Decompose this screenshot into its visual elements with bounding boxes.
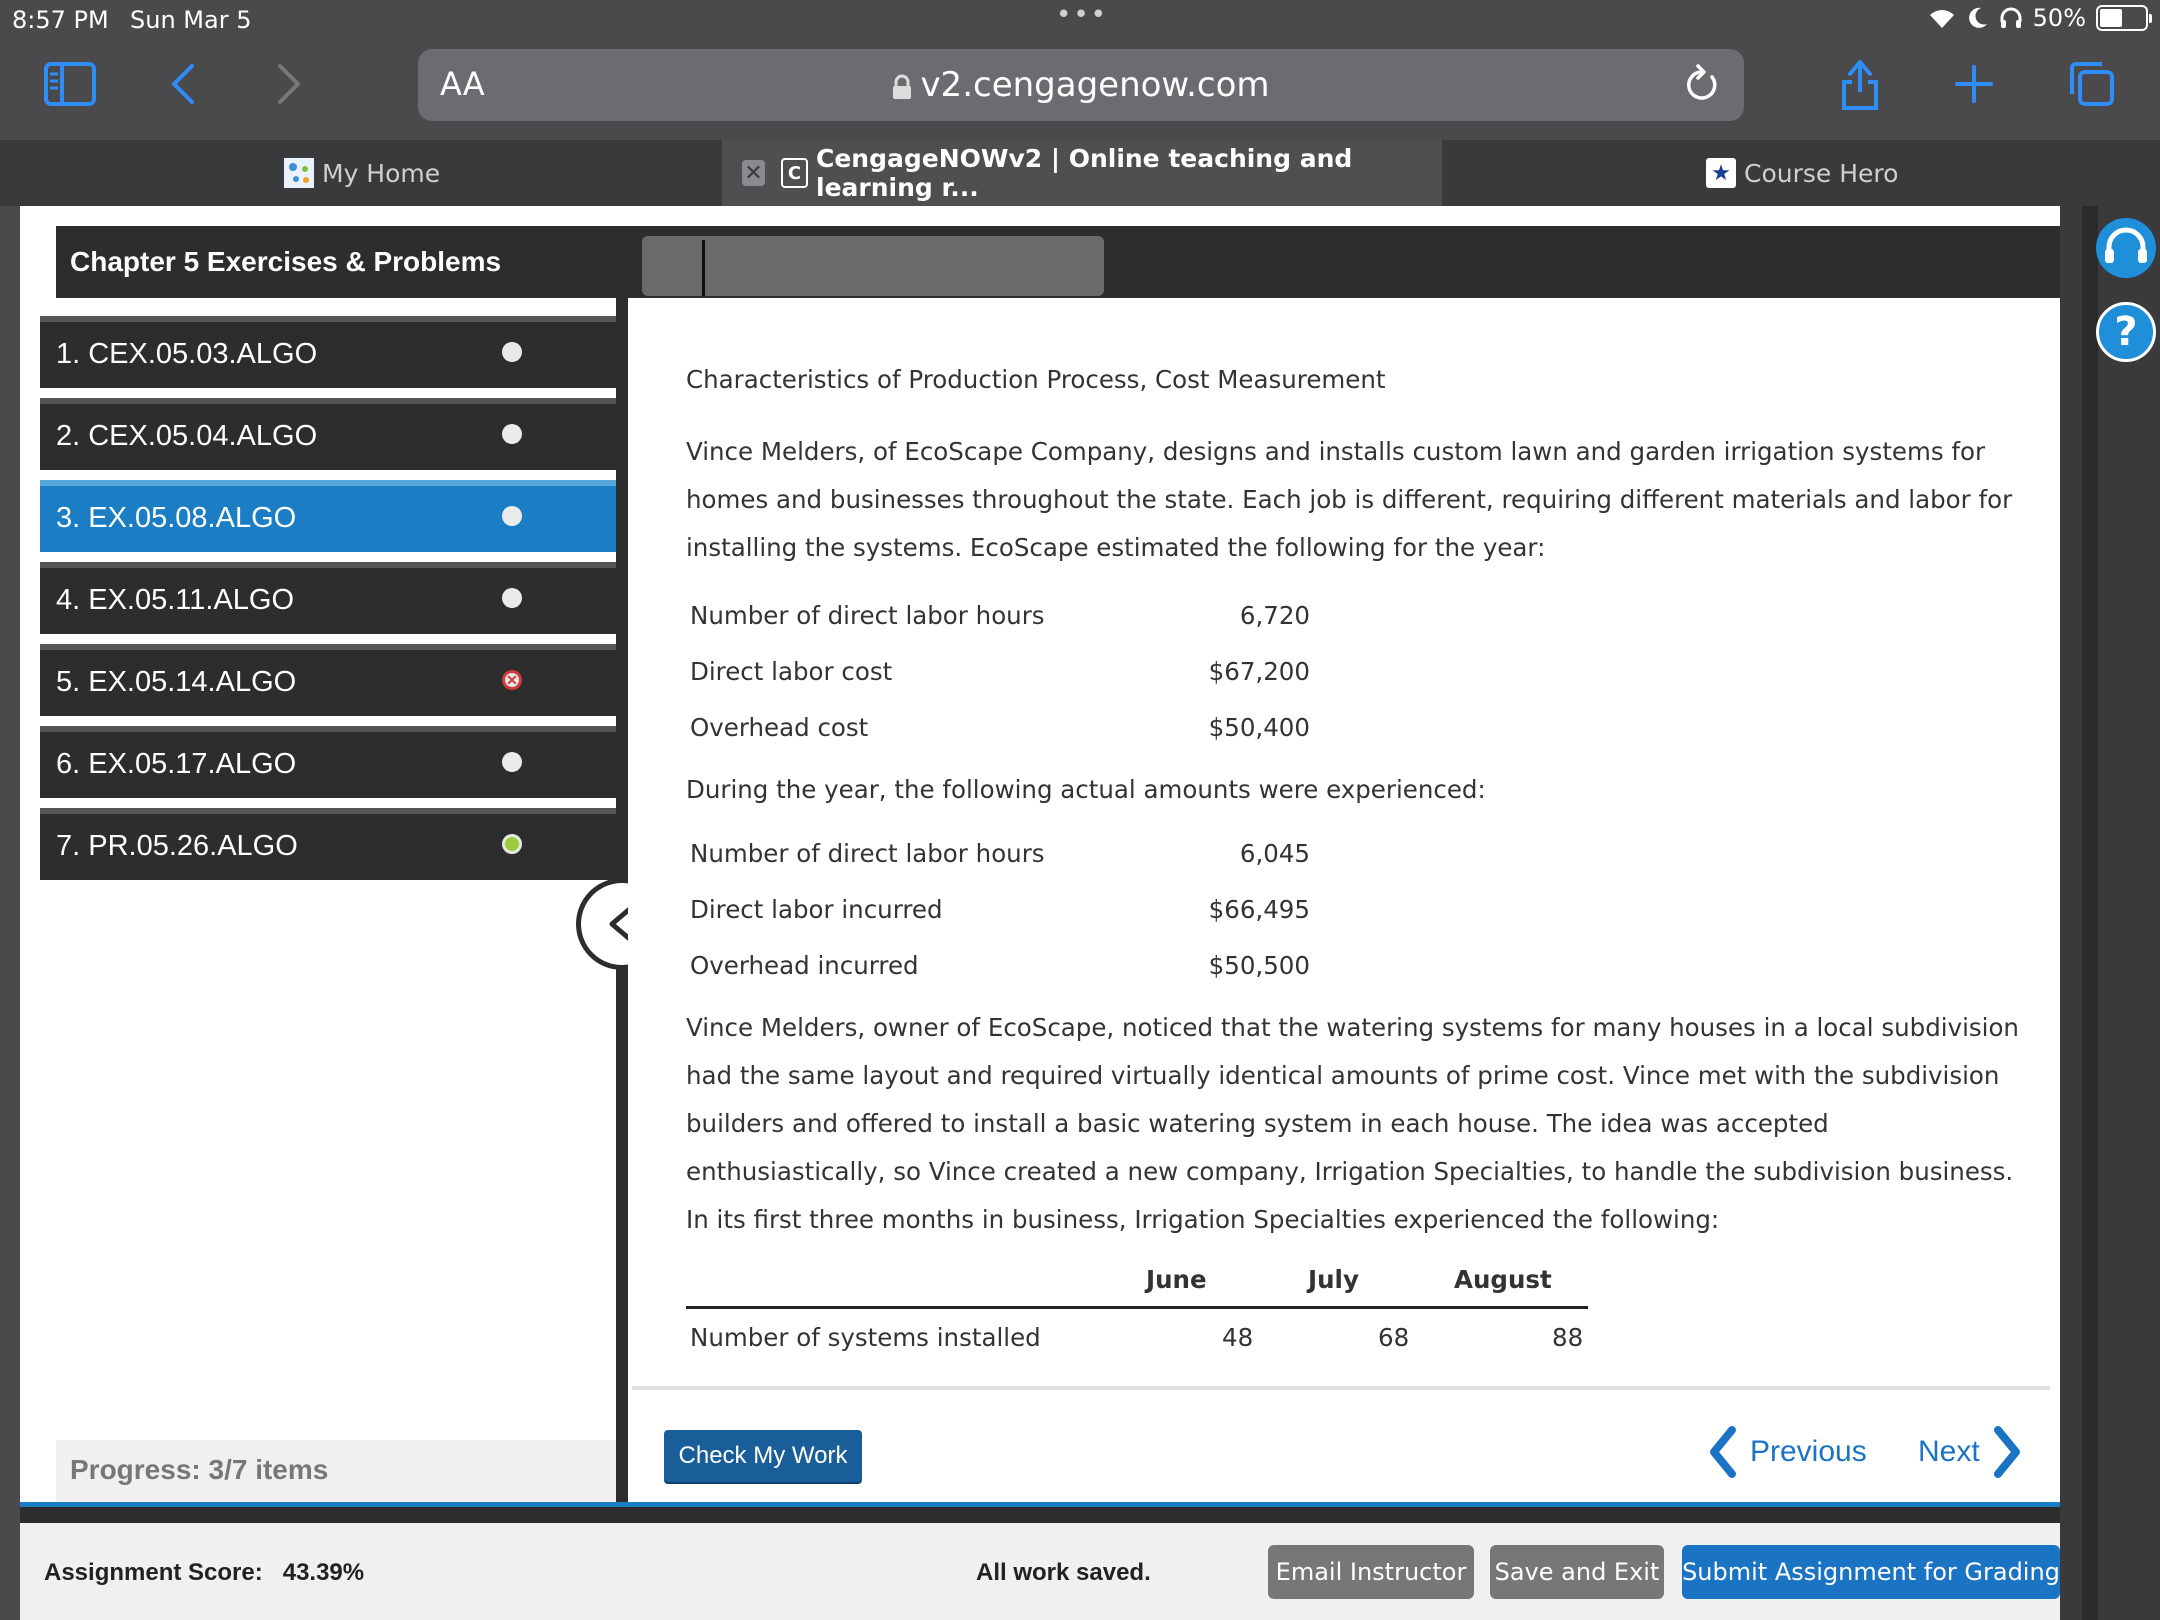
question-item-2[interactable] xyxy=(40,398,616,470)
status-wrong-icon: ✕ xyxy=(502,670,522,690)
check-my-work-button[interactable]: Check My Work xyxy=(664,1430,862,1482)
question-item-7[interactable] xyxy=(40,808,616,880)
systems-value: 48 xyxy=(1222,1323,1254,1352)
month-header: July xyxy=(1308,1265,1359,1294)
browser-tab-bar xyxy=(0,140,2160,206)
actual-label: Overhead incurred xyxy=(690,951,919,980)
sidebar-icon[interactable] xyxy=(44,62,96,106)
help-question-icon[interactable]: ? xyxy=(2096,302,2156,362)
question-item-4[interactable] xyxy=(40,562,616,634)
progress-text: Progress: 3/7 items xyxy=(70,1454,329,1485)
month-header: June xyxy=(1146,1265,1207,1294)
email-instructor-button[interactable]: Email Instructor xyxy=(1268,1545,1474,1599)
question-item-1[interactable] xyxy=(40,316,616,388)
tab-cengagenow[interactable] xyxy=(722,140,1442,206)
header-tab-selector[interactable] xyxy=(642,236,1104,296)
myhome-favicon-icon xyxy=(284,158,314,188)
question-list xyxy=(40,298,616,1440)
reader-aa-button[interactable]: AA xyxy=(440,65,485,103)
wifi-icon xyxy=(1927,6,1957,30)
next-label: Next xyxy=(1918,1435,1980,1468)
actual-label: Direct labor incurred xyxy=(690,895,943,924)
battery-icon xyxy=(2096,5,2148,31)
month-header: August xyxy=(1454,1265,1552,1294)
assignment-footer xyxy=(20,1523,2060,1620)
actual-value: 6,045 xyxy=(1239,839,1310,868)
assignment-header xyxy=(56,226,2060,298)
status-empty-icon xyxy=(502,424,522,444)
back-arrow-icon[interactable] xyxy=(168,62,196,106)
headphones-icon xyxy=(1999,6,2023,30)
question-label: 4. EX.05.11.ALGO xyxy=(56,584,295,616)
previous-label: Previous xyxy=(1750,1435,1867,1468)
address-bar[interactable] xyxy=(418,49,1744,121)
question-label: 3. EX.05.08.ALGO xyxy=(56,502,297,534)
actual-value: $66,495 xyxy=(1208,895,1310,924)
new-tab-plus-icon[interactable] xyxy=(1954,64,1994,104)
progress-panel xyxy=(56,1440,616,1502)
share-icon[interactable] xyxy=(1838,56,1882,112)
estimate-value: $67,200 xyxy=(1208,657,1310,686)
chevron-right-icon xyxy=(1990,1424,2024,1480)
page-title: Chapter 5 Exercises & Problems xyxy=(70,246,502,277)
tab-label: CengageNOWv2 | Online teaching and learning r... xyxy=(816,144,1353,202)
question-label: 1. CEX.05.03.ALGO xyxy=(56,338,318,370)
content-separator xyxy=(632,1386,2050,1390)
moon-icon xyxy=(1967,6,1989,30)
estimate-label: Overhead cost xyxy=(690,713,869,742)
story-text: Vince Melders, owner of EcoScape, noticed that the watering systems for many houses in a local subdivision had the same layout and required virtually identical amounts of prime cost. Vince met with the subdivision builders and offered to install a basic watering system in each house. The idea was accepted enthusiastically, so Vince created a new company, Irrigation Specialties, to handle the subdivision business. In its first three months in business, Irrigation Specialties experienced the following: xyxy=(686,1013,2019,1234)
status-empty-icon xyxy=(502,752,522,772)
question-label: 6. EX.05.17.ALGO xyxy=(56,748,297,780)
question-label: 7. PR.05.26.ALGO xyxy=(56,830,298,862)
question-item-3[interactable] xyxy=(40,480,616,552)
estimate-value: $50,400 xyxy=(1208,713,1310,742)
tab-my-home[interactable] xyxy=(284,140,440,206)
coursehero-favicon-icon: ★ xyxy=(1706,158,1736,188)
question-intro: Vince Melders, of EcoScape Company, designs and installs custom lawn and garden irrigation systems for homes and businesses throughout the state. Each job is different, requiring different materials and labor for installing the systems. EcoScape estimated the following for the year: xyxy=(686,437,2013,562)
systems-value: 88 xyxy=(1552,1323,1584,1352)
status-date: Sun Mar 5 xyxy=(130,6,252,34)
status-empty-icon xyxy=(502,342,522,362)
estimate-value: 6,720 xyxy=(1239,601,1310,630)
battery-percent: 50% xyxy=(2032,4,2086,32)
actual-label: Number of direct labor hours xyxy=(690,839,1045,868)
browser-toolbar xyxy=(0,42,2160,140)
tabs-overview-icon[interactable] xyxy=(2068,60,2116,108)
save-status: All work saved. xyxy=(976,1559,1151,1586)
question-content xyxy=(628,298,2048,1388)
tab-label: My Home xyxy=(322,158,441,188)
next-button[interactable] xyxy=(1918,1424,2024,1480)
status-correct-icon xyxy=(502,834,522,854)
submit-assignment-button[interactable]: Submit Assignment for Grading xyxy=(1682,1545,2060,1599)
actual-intro: During the year, the following actual amounts were experienced: xyxy=(686,775,1486,804)
tab-course-hero[interactable] xyxy=(1706,140,1898,206)
save-and-exit-button[interactable]: Save and Exit xyxy=(1490,1545,1664,1599)
estimate-label: Direct labor cost xyxy=(690,657,893,686)
url-display[interactable] xyxy=(418,65,1744,105)
status-empty-icon xyxy=(502,588,522,608)
question-item-5[interactable] xyxy=(40,644,616,716)
status-empty-icon xyxy=(502,506,522,526)
reload-icon[interactable] xyxy=(1682,63,1722,107)
question-item-6[interactable] xyxy=(40,726,616,798)
right-edge-strip xyxy=(2060,206,2160,1620)
systems-value: 68 xyxy=(1378,1323,1410,1352)
status-right xyxy=(1927,4,2148,32)
forward-arrow-icon[interactable] xyxy=(276,62,304,106)
cengage-favicon-icon: C xyxy=(781,158,808,188)
support-headset-icon[interactable] xyxy=(2096,218,2156,278)
url-text: v2.cengagenow.com xyxy=(920,65,1270,105)
systems-label: Number of systems installed xyxy=(690,1323,1041,1352)
tab-label: Course Hero xyxy=(1744,158,1899,188)
estimate-label: Number of direct labor hours xyxy=(690,601,1045,630)
status-bar xyxy=(0,0,2160,42)
question-title: Characteristics of Production Process, Cost Measurement xyxy=(686,365,1386,394)
lock-icon xyxy=(892,74,912,100)
previous-button[interactable] xyxy=(1706,1424,1867,1480)
chevron-left-icon xyxy=(1706,1424,1740,1480)
question-label: 5. EX.05.14.ALGO xyxy=(56,666,297,698)
table-rule xyxy=(686,1306,1588,1309)
actual-value: $50,500 xyxy=(1208,951,1310,980)
assignment-score: Assignment Score: 43.39% xyxy=(44,1559,365,1586)
status-time: 8:57 PM xyxy=(12,6,109,34)
close-tab-icon[interactable]: ✕ xyxy=(742,160,765,186)
question-label: 2. CEX.05.04.ALGO xyxy=(56,420,318,452)
footer-dark-line xyxy=(20,1507,2060,1523)
multitasking-dots-icon[interactable]: ••• xyxy=(1056,0,1109,30)
